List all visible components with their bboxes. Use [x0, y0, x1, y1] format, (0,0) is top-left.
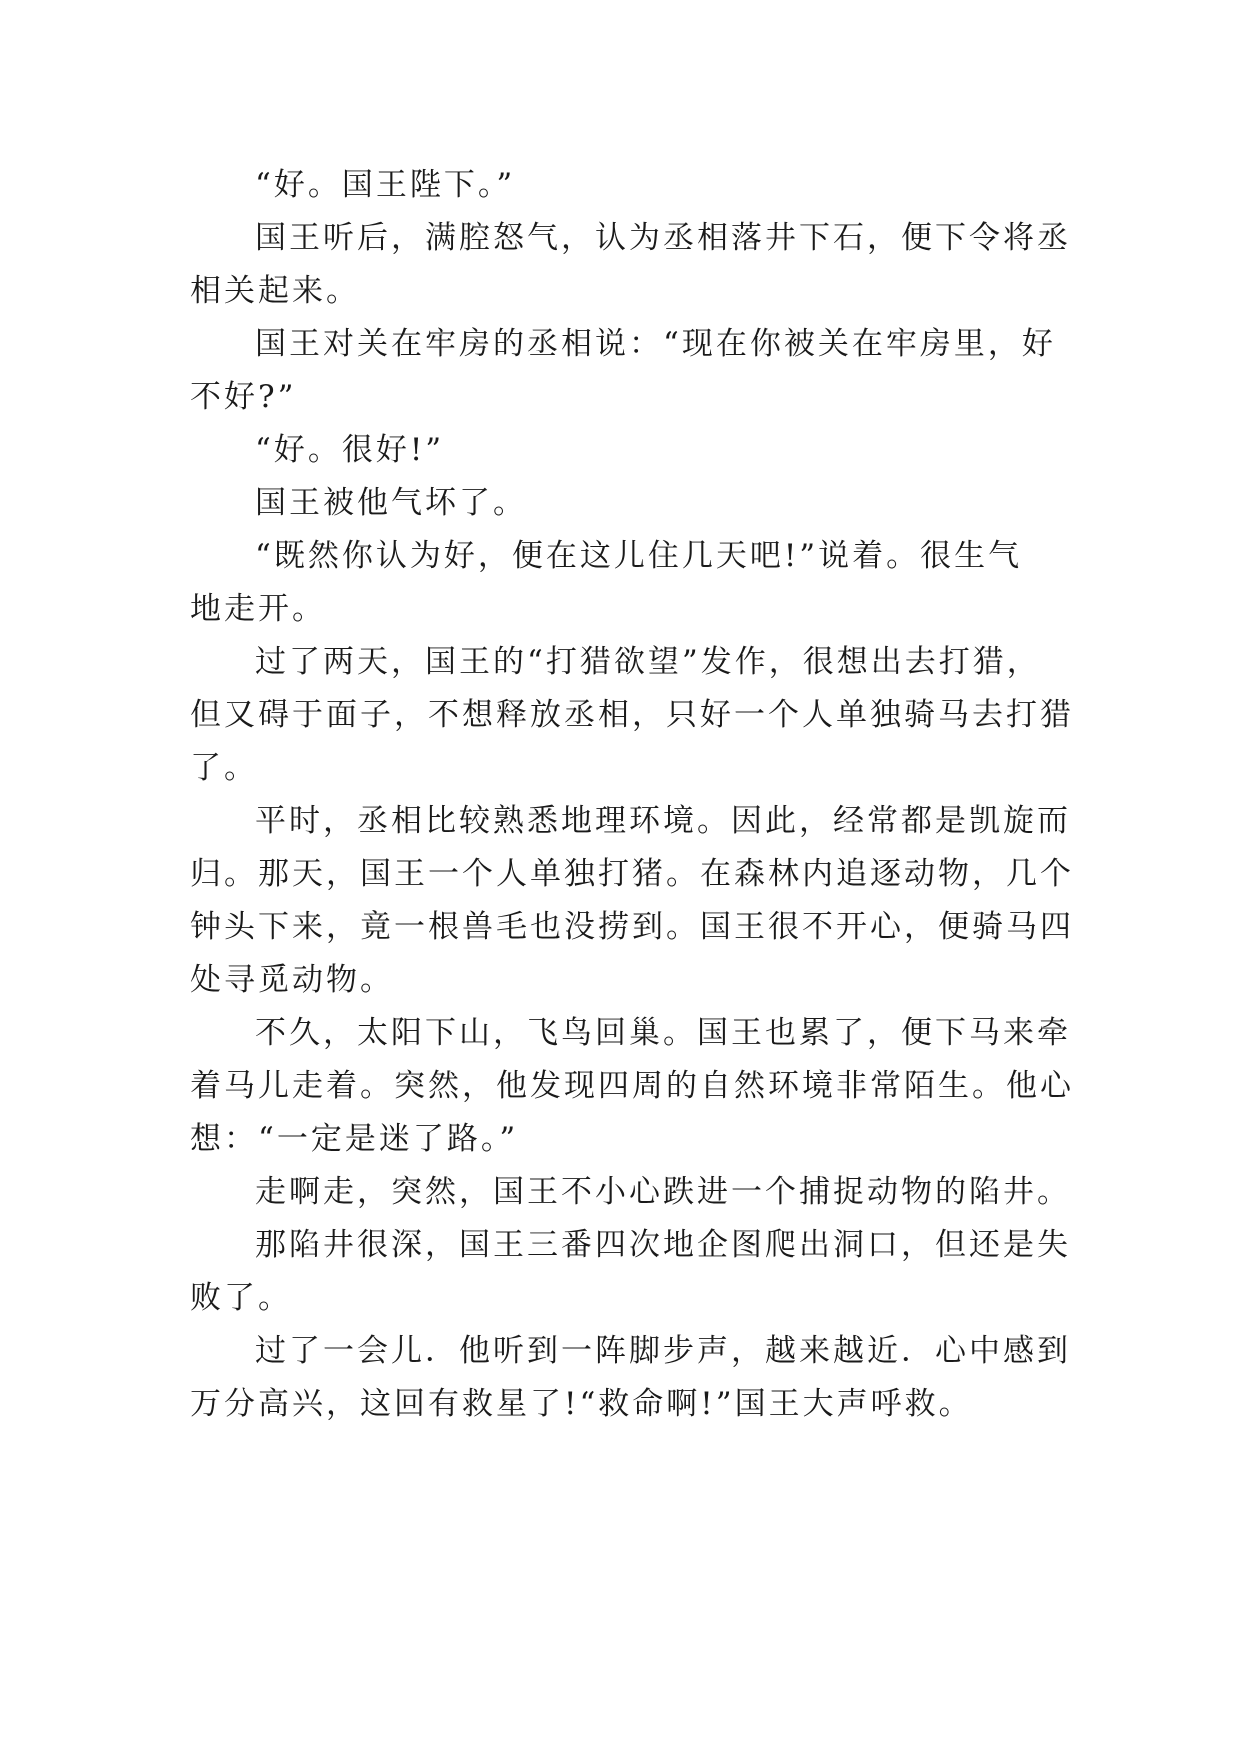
- text-line: “既然你认为好，便在这儿住几天吧!”说着。很生气: [255, 538, 1023, 574]
- text-line: 不好?”: [190, 379, 297, 415]
- text-line: “好。国王陛下。”: [255, 167, 516, 203]
- text-line: 不久，太阳下山，飞鸟回巢。国王也累了，便下马来牵: [255, 1015, 1071, 1051]
- text-line: 过了两天，国王的“打猎欲望”发作，很想出去打猎，: [255, 644, 1041, 680]
- text-line: 相关起来。: [190, 273, 360, 309]
- text-line: 那陷井很深，国王三番四次地企图爬出洞口，但还是失: [255, 1227, 1071, 1263]
- text-line: “好。很好!”: [255, 432, 445, 468]
- text-line: 归。那天，国王一个人单独打猪。在森林内追逐动物，几个: [190, 856, 1074, 892]
- text-line: 想：“一定是迷了路。”: [190, 1121, 519, 1157]
- text-line: 平时，丞相比较熟悉地理环境。因此，经常都是凯旋而: [255, 803, 1071, 839]
- text-line: 着马儿走着。突然，他发现四周的自然环境非常陌生。他心: [190, 1068, 1074, 1104]
- text-line: 万分高兴，这回有救星了!“救命啊!”国王大声呼救。: [190, 1386, 973, 1422]
- text-line: 国王对关在牢房的丞相说：“现在你被关在牢房里，好: [255, 326, 1056, 362]
- text-line: 国王被他气坏了。: [255, 485, 527, 521]
- text-line: 过了一会儿．他听到一阵脚步声，越来越近．心中感到: [255, 1333, 1071, 1369]
- text-line: 国王听后，满腔怒气，认为丞相落井下石，便下令将丞: [255, 220, 1071, 256]
- text-line: 钟头下来，竟一根兽毛也没捞到。国王很不开心，便骑马四: [190, 909, 1074, 945]
- text-line: 但又碍于面子，不想释放丞相，只好一个人单独骑马去打猎: [190, 697, 1074, 733]
- text-line: 了。: [190, 750, 258, 786]
- text-line: 败了。: [190, 1280, 292, 1316]
- text-line: 处寻觅动物。: [190, 962, 394, 998]
- text-line: 走啊走，突然，国王不小心跌进一个捕捉动物的陷井。: [255, 1174, 1071, 1210]
- text-line: 地走开。: [190, 591, 326, 627]
